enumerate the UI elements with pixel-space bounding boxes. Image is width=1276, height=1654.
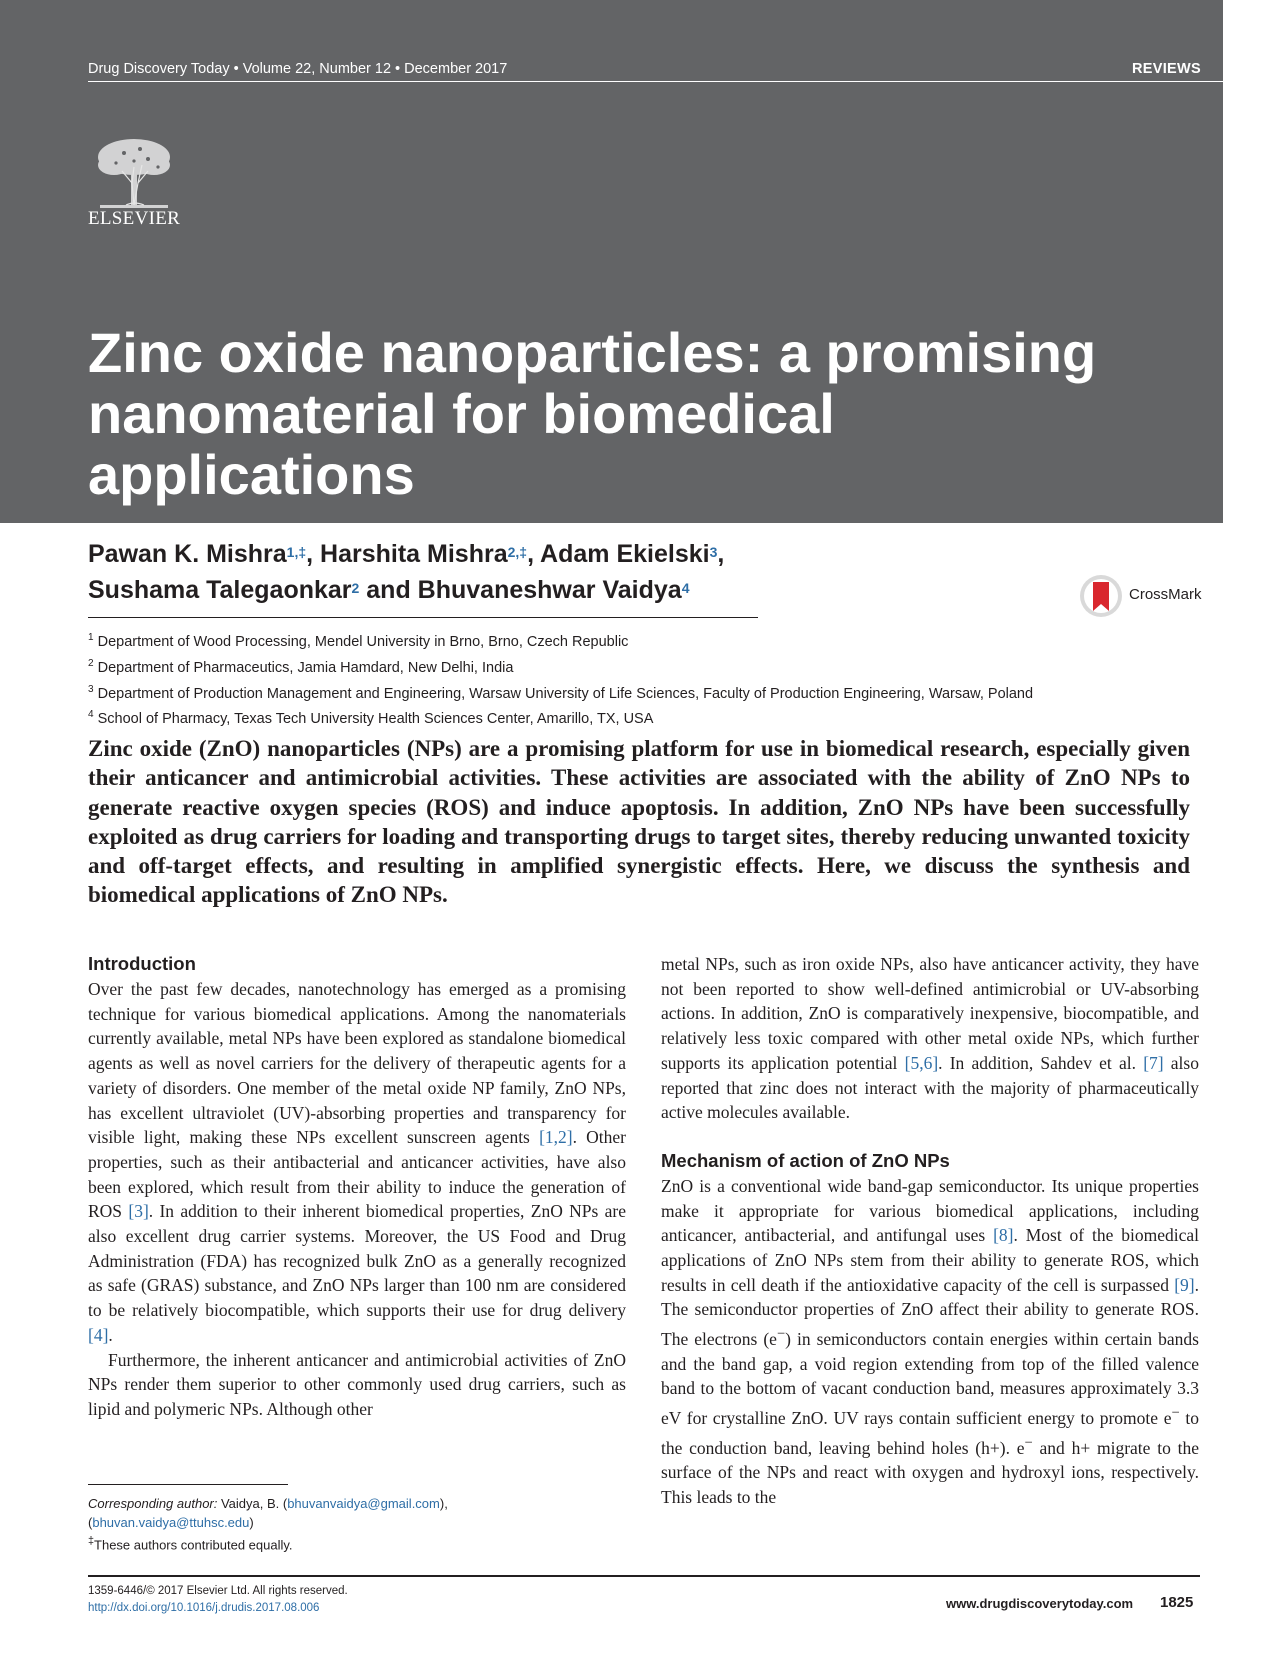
header-rule (88, 81, 1225, 82)
author-separator: , (717, 540, 725, 568)
citation-link[interactable]: [4] (88, 1324, 109, 1345)
author-name: Bhuvaneshwar Vaidya (417, 576, 682, 604)
author-name: Sushama Talegaonkar (88, 576, 352, 604)
affiliation-text: Department of Pharmaceutics, Jamia Hamdard, New Delhi, India (97, 659, 514, 676)
journal-citation: Drug Discovery Today • Volume 22, Number 12 • December 2017 (88, 61, 508, 77)
author-separator: and (359, 576, 418, 604)
email-link[interactable]: bhuvan.vaidya@ttuhsc.edu (92, 1515, 250, 1530)
affiliation-item (88, 704, 1033, 730)
page-number: 1825 (1160, 1594, 1194, 1611)
author-affil-ref[interactable]: 1,‡ (286, 544, 307, 560)
abstract: Zinc oxide (ZnO) nanoparticles (NPs) are a promising platform for use in biomedical research, especially given their anticancer and antimicrobial activities. These activities are associated with the ability of ZnO NPs to generate reactive oxygen species (ROS) and induce apoptosis. In addition, ZnO NPs have been successfully exploited as drug carriers for loading and transporting drugs to target sites, thereby reducing unwanted toxicity and off-target effects, and resulting in amplified synergistic effects. Here, we discuss the synthesis and biomedical applications of ZnO NPs. (88, 736, 1190, 908)
affiliation-text: Department of Wood Processing, Mendel University in Brno, Brno, Czech Republic (97, 633, 629, 650)
citation-link[interactable]: [7] (1143, 1052, 1164, 1073)
paragraph (661, 952, 1199, 1125)
section-label: REVIEWS (1132, 61, 1201, 77)
affiliations (88, 627, 1033, 730)
author-name: Harshita Mishra (320, 540, 508, 568)
paragraph-text: . The semiconductor properties of ZnO affect their ability to generate ROS. The electrons (e (661, 1274, 1199, 1349)
copyright-line: 1359-6446/© 2017 Elsevier Ltd. All rights reserved. (88, 1585, 348, 1597)
affiliation-number: 3 (88, 683, 94, 695)
affiliation-number: 2 (88, 657, 94, 669)
affiliation-text: Department of Production Management and Engineering, Warsaw University of Life Sciences, Faculty of Production Engineering, Warsaw, Poland (97, 685, 1034, 702)
paragraph-text: ZnO is a conventional wide band-gap semiconductor. Its unique properties make it appropriate for various biomedical applications, including anticancer, antibacterial, and antifungal uses (661, 1175, 1199, 1246)
side-tab-prefix: Reviews • (1232, 434, 1248, 500)
citation-link[interactable]: [1,2] (539, 1127, 573, 1148)
affiliation-text: School of Pharmacy, Texas Tech University Health Sciences Center, Amarillo, TX, USA (97, 711, 654, 728)
paragraph-text: . Other properties, such as their antibacterial and anticancer activities, have also been explored, which result from their ability to induce the generation of ROS (88, 1127, 626, 1222)
doi-link[interactable]: http://dx.doi.org/10.1016/j.drudis.2017.08.006 (88, 1602, 320, 1614)
superscript: − (1024, 1434, 1033, 1451)
paragraph-text: Over the past few decades, nanotechnology has emerged as a promising technique for various biomedical applications. Among the nanomaterials currently available, metal NPs have been explored as standalone biomedical agents as well as novel carriers for the delivery of therapeutic agents for a variety of disorders. One member of the metal oxide NP family, ZnO NPs, has excellent ultraviolet (UV)-absorbing properties and transparency for visible light, making these NPs excellent sunscreen agents (88, 979, 626, 1148)
corresponding-email-2: (bhuvan.vaidya@ttuhsc.edu) (88, 1515, 254, 1530)
affiliation-item (88, 653, 1033, 679)
journal-website[interactable]: www.drugdiscoverytoday.com (946, 1596, 1134, 1611)
paragraph-text: ) in semiconductors contain energies within certain bands and the band gap, a void region extending from top of the filled valence band to the bottom of vacant conduction band, measures approximately 3.3 eV for crystalline ZnO. UV rays contain sufficient energy to promote e (661, 1328, 1199, 1428)
affiliation-item (88, 679, 1033, 705)
footnote-rule (88, 1484, 288, 1485)
corresponding-label: Corresponding author: (88, 1496, 218, 1511)
paragraph-text: . (108, 1324, 113, 1345)
author-separator: , (527, 540, 541, 568)
paragraph-text: . In addition to their inherent biomedical properties, ZnO NPs are also excellent drug carrier systems. Moreover, the US Food and Drug Administration (FDA) has recognized bulk ZnO as a generally recognized as safe (GRAS) substance, and ZnO NPs larger than 100 nm are considered to be relatively biocompatible, which supports their use for drug delivery (88, 1201, 627, 1321)
footer-rule (88, 1575, 1200, 1577)
citation-link[interactable]: [9] (1174, 1274, 1195, 1295)
paragraph-text: to the conduction band, leaving behind holes (h+). e (661, 1407, 1199, 1458)
crossmark-label[interactable]: CrossMark (1129, 586, 1202, 603)
paragraph (661, 1174, 1199, 1510)
footnote-mark: ‡ (88, 1535, 95, 1547)
author-affil-ref[interactable]: 3 (709, 544, 718, 560)
paragraph (88, 977, 626, 1348)
footnote-text: These authors contributed equally. (94, 1537, 293, 1553)
left-column (88, 952, 626, 1422)
author-name: Adam Ekielski (540, 540, 710, 568)
paragraph-text: . In addition, Sahdev et al. (938, 1052, 1144, 1073)
affiliation-number: 1 (88, 632, 94, 643)
citation-link[interactable]: [5,6] (904, 1052, 939, 1073)
footnote-text: ), (439, 1496, 448, 1511)
side-tab (1232, 334, 1248, 500)
right-column (661, 952, 1199, 1510)
footer-left (88, 1583, 348, 1617)
equal-contribution-note (88, 1532, 448, 1554)
author-affil-ref[interactable]: 2 (351, 580, 360, 596)
paragraph-text: and h+ migrate to the surface of the NPs and react with oxygen and hydroxyl ions, respectively. This leads to the (661, 1437, 1199, 1507)
footnotes (88, 1494, 448, 1554)
paragraph-text: . Most of the biomedical applications of ZnO NPs stem from their ability to generate ROS, which results in cell death if the antioxidative capacity of the cell is surpassed (661, 1225, 1199, 1295)
paragraph-text: metal NPs, such as iron oxide NPs, also have anticancer activity, they have not been reported to show well-defined antimicrobial or UV-absorbing actions. In addition, ZnO is comparatively inexpensive, biocompatible, and relatively less toxic compared with other metal oxide NPs, which further supports its application potential (661, 954, 1199, 1073)
paragraph: Furthermore, the inherent anticancer and antimicrobial activities of ZnO NPs render them superior to other commonly used drug carriers, such as lipid and polymeric NPs. Although other (88, 1349, 626, 1419)
corresponding-name: Vaidya, B. ( (217, 1496, 288, 1511)
publisher-name: ELSEVIER (88, 208, 181, 229)
superscript: − (776, 1326, 786, 1343)
side-tab-main: POST SCREEN (1232, 334, 1248, 435)
header-side-rule (1224, 81, 1225, 501)
citation-link[interactable]: [3] (128, 1201, 149, 1222)
paragraph-text: also reported that zinc does not interact with the majority of pharmaceutically active molecules available. (661, 1052, 1199, 1123)
author-list (88, 536, 1008, 608)
email-link[interactable]: bhuvanvaidya@gmail.com (287, 1496, 440, 1511)
section-heading-mechanism: Mechanism of action of ZnO NPs (661, 1149, 950, 1171)
author-affil-ref[interactable]: 4 (681, 580, 690, 596)
section-heading-introduction: Introduction (88, 953, 196, 974)
author-affil-ref[interactable]: 2,‡ (507, 544, 528, 560)
citation-link[interactable]: [8] (993, 1225, 1014, 1246)
corresponding-author (88, 1494, 448, 1513)
affiliation-item (88, 627, 1033, 653)
author-rule (88, 617, 758, 618)
superscript: − (1171, 1405, 1180, 1422)
affiliation-number: 4 (88, 709, 94, 721)
author-separator: , (306, 540, 321, 568)
article-title: Zinc oxide nanoparticles: a promising nanomaterial for biomedical applications (88, 321, 1097, 506)
author-name: Pawan K. Mishra (88, 540, 287, 568)
